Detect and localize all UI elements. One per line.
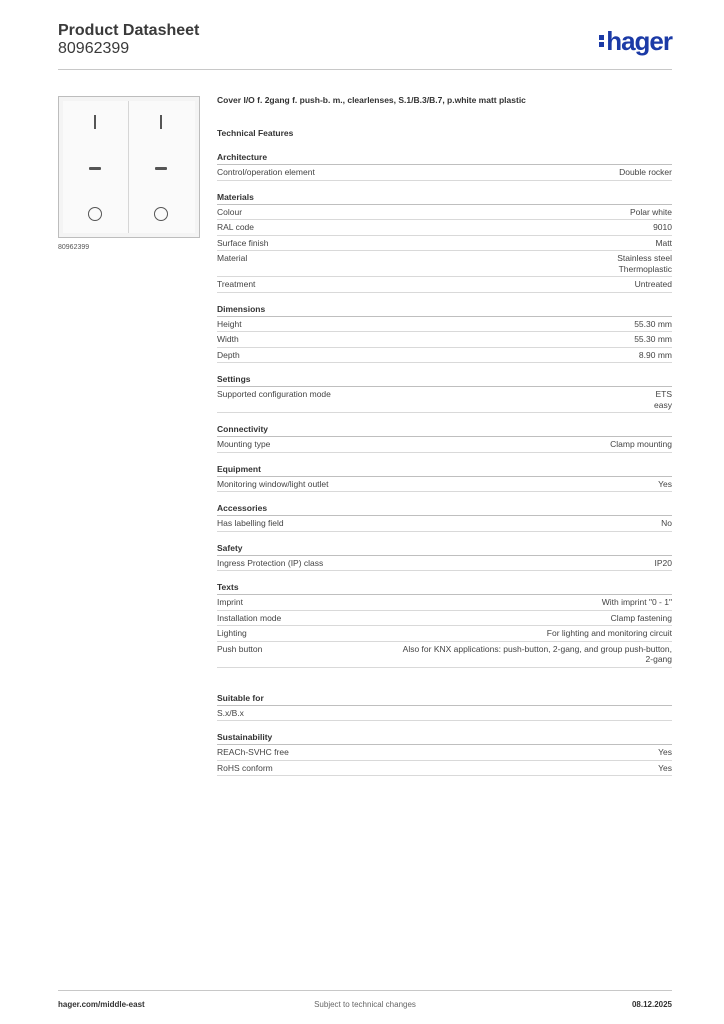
technical-features-heading: Technical Features — [217, 128, 294, 138]
spec-section — [217, 300, 672, 364]
section-title: Equipment — [217, 460, 672, 477]
spec-section — [217, 420, 672, 453]
spec-label: S.x/B.x — [217, 707, 244, 718]
spec-label: Colour — [217, 206, 243, 217]
spec-value: Yes — [658, 478, 672, 489]
spec-label: Treatment — [217, 279, 256, 289]
spec-label: Monitoring window/light outlet — [217, 478, 329, 489]
spec-row — [217, 348, 672, 364]
right-rocker — [129, 101, 195, 233]
spec-value: Clamp mounting — [610, 439, 672, 449]
footer-website[interactable]: hager.com/middle-east — [58, 1000, 145, 1009]
spec-row — [217, 706, 672, 722]
page-footer — [58, 990, 672, 1016]
spec-label: Imprint — [217, 597, 243, 607]
spec-row — [217, 251, 672, 277]
spec-label: Depth — [217, 349, 240, 360]
spec-value-line: Also for KNX applications: push-button, 2-gang, and group push-button, — [402, 643, 672, 654]
spec-value: Matt — [655, 237, 672, 248]
spec-label: Mounting type — [217, 439, 271, 449]
cover-plate — [63, 101, 195, 233]
spec-section — [217, 499, 672, 532]
off-symbol-icon — [154, 207, 168, 221]
spec-value: Untreated — [634, 279, 672, 289]
spec-value-line: Thermoplastic — [618, 263, 672, 274]
product-number: 80962399 — [58, 40, 130, 57]
left-rocker — [63, 101, 129, 233]
section-title: Materials — [217, 188, 672, 205]
light-outlet-icon — [89, 167, 101, 170]
spec-value: IP20 — [654, 557, 672, 568]
spec-label: REACh-SVHC free — [217, 747, 289, 757]
spec-row — [217, 745, 672, 761]
spec-row — [217, 220, 672, 236]
spec-value: 55.30 mm — [634, 334, 672, 344]
section-title: Connectivity — [217, 420, 672, 437]
spec-section — [217, 460, 672, 493]
product-image — [58, 96, 200, 238]
section-title: Settings — [217, 370, 672, 387]
section-title: Dimensions — [217, 300, 672, 317]
spec-label: Material — [217, 253, 248, 263]
spec-label: Surface finish — [217, 237, 269, 248]
spec-label: Supported configuration mode — [217, 389, 331, 399]
spec-row — [217, 332, 672, 348]
spec-section — [217, 689, 672, 722]
spec-row — [217, 642, 672, 668]
spec-value — [403, 644, 672, 665]
spec-label: Ingress Protection (IP) class — [217, 557, 324, 568]
spec-label: Height — [217, 318, 242, 329]
section-title: Accessories — [217, 499, 672, 516]
spec-row — [217, 611, 672, 627]
spec-row — [217, 387, 672, 413]
logo-text: hager — [606, 26, 672, 56]
spec-value-line: ETS — [655, 389, 672, 399]
spec-section — [217, 578, 672, 668]
spec-label: RAL code — [217, 222, 255, 232]
spec-value: Yes — [658, 762, 672, 773]
spec-value: 55.30 mm — [634, 318, 672, 329]
spec-row — [217, 516, 672, 532]
spec-section — [217, 370, 672, 413]
spec-row — [217, 205, 672, 221]
spec-row — [217, 477, 672, 493]
logo-dots-icon — [599, 33, 604, 49]
section-title: Sustainability — [217, 728, 672, 745]
spec-value: No — [661, 518, 672, 528]
hager-logo — [599, 26, 672, 57]
spec-row — [217, 437, 672, 453]
section-spacer — [217, 675, 672, 689]
spec-value-line: easy — [654, 399, 672, 410]
spec-sections — [217, 148, 672, 776]
section-title: Suitable for — [217, 689, 672, 706]
spec-value — [654, 389, 672, 410]
spec-value — [617, 253, 672, 274]
image-caption: 80962399 — [58, 244, 90, 251]
spec-label: Control/operation element — [217, 167, 315, 177]
off-symbol-icon — [88, 207, 102, 221]
spec-content — [217, 95, 672, 783]
spec-value: 8.90 mm — [638, 349, 672, 360]
page-title: Product Datasheet — [58, 22, 200, 39]
spec-label: Has labelling field — [217, 518, 284, 528]
spec-label: Width — [217, 334, 239, 344]
spec-label: Push button — [217, 643, 263, 654]
on-symbol-icon — [94, 115, 96, 129]
spec-value: Clamp fastening — [610, 612, 672, 623]
spec-value-line: 2-gang — [645, 654, 672, 664]
page-header — [58, 22, 672, 70]
spec-value: 9010 — [653, 222, 672, 232]
spec-row — [217, 595, 672, 611]
section-title: Texts — [217, 578, 672, 595]
spec-section — [217, 148, 672, 181]
spec-section — [217, 539, 672, 572]
spec-label: Lighting — [217, 628, 247, 638]
spec-row — [217, 556, 672, 572]
spec-section — [217, 728, 672, 776]
spec-value: Yes — [658, 747, 672, 757]
spec-value: Polar white — [629, 206, 672, 217]
spec-value: Double rocker — [619, 167, 672, 177]
light-outlet-icon — [155, 167, 167, 170]
on-symbol-icon — [160, 115, 162, 129]
spec-label: Installation mode — [217, 612, 282, 623]
section-title: Safety — [217, 539, 672, 556]
section-title: Architecture — [217, 148, 672, 165]
spec-label: RoHS conform — [217, 762, 273, 773]
spec-row — [217, 626, 672, 642]
spec-row — [217, 165, 672, 181]
footer-note: Subject to technical changes — [314, 1000, 416, 1009]
spec-row — [217, 236, 672, 252]
spec-section — [217, 188, 672, 293]
product-title: Cover I/O f. 2gang f. push-b. m., clearlenses, S.1/B.3/B.7, p.white matt plastic — [217, 95, 526, 105]
spec-row — [217, 317, 672, 333]
spec-value-line: Stainless steel — [617, 253, 672, 263]
spec-value: For lighting and monitoring circuit — [546, 628, 672, 638]
spec-row — [217, 277, 672, 293]
spec-value: With imprint "0 - 1" — [601, 597, 672, 607]
footer-date: 08.12.2025 — [631, 1000, 672, 1009]
spec-row — [217, 761, 672, 777]
